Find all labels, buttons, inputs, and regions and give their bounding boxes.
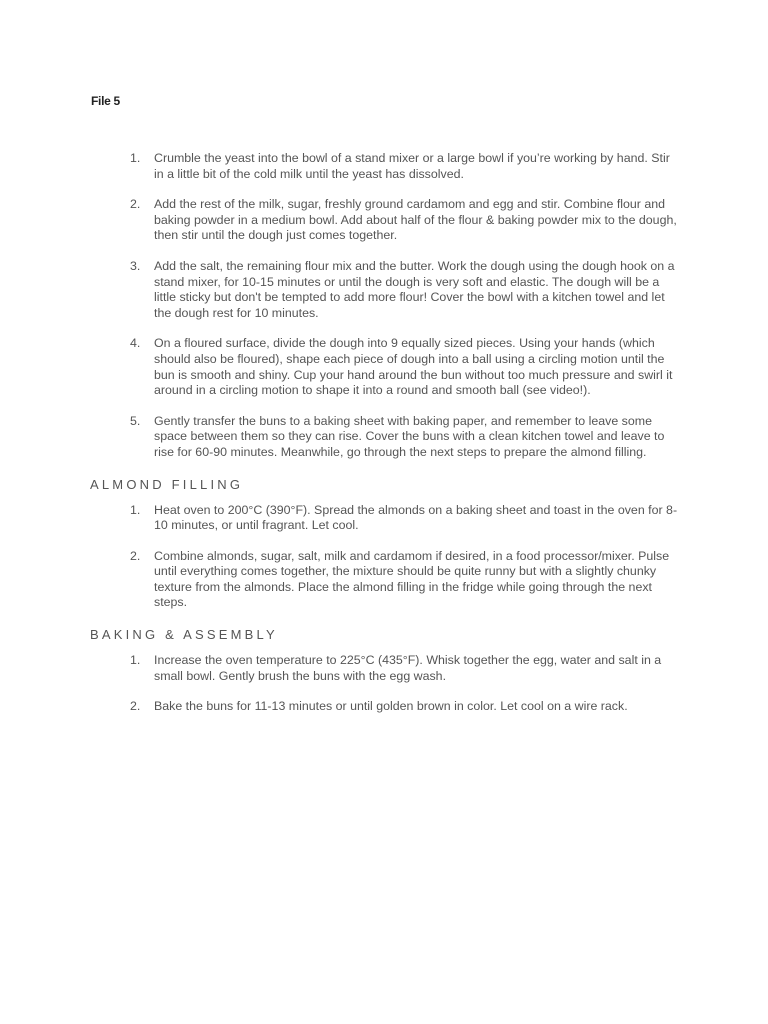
step-number: 2. [130, 548, 141, 563]
recipe-content [0, 151, 768, 730]
list-item [130, 151, 682, 182]
baking-assembly-section [0, 626, 768, 715]
step-number: 4. [130, 336, 141, 351]
dough-section [0, 151, 768, 461]
step-text: Increase the oven temperature to 225°C (435°F). Whisk together the egg, water and salt in a small bowl. Gently brush the buns with the egg wash. [154, 653, 662, 683]
file-label: File 5 [91, 94, 120, 108]
list-item [130, 699, 682, 715]
step-text: Combine almonds, sugar, salt, milk and cardamom if desired, in a food processor/mixer. Pulse until everything comes together, the mixture should be quite runny but with a slightly chunky texture from the almonds. Place the almond filling in the fridge while going through the next steps. [154, 548, 670, 610]
almond-filling-steps-list [0, 503, 768, 612]
list-item [130, 653, 682, 684]
baking-assembly-steps-list [0, 653, 768, 715]
list-item [130, 548, 682, 611]
step-number: 2. [130, 699, 141, 714]
step-text: Add the rest of the milk, sugar, freshly ground cardamom and egg and stir. Combine flour and baking powder in a medium bowl. Add about half of the flour & baking powder mix to the dough, then stir until the dough just comes together. [154, 197, 677, 243]
step-number: 3. [130, 258, 141, 273]
section-heading-almond-filling: ALMOND FILLING [90, 476, 244, 492]
list-item [130, 197, 682, 244]
step-number: 1. [130, 502, 141, 517]
almond-filling-section [0, 476, 768, 612]
dough-steps-list [0, 151, 768, 461]
list-item [130, 502, 682, 534]
step-number: 1. [130, 653, 141, 668]
step-text: On a floured surface, divide the dough into 9 equally sized pieces. Using your hands (which should also be floured), shape each piece of dough into a ball using a circling motion until the bun is smooth and shiny. Cup your hand around the bun without too much pressure and swirl it around in a circling motion to shape it into a round and smooth ball (see video!). [154, 336, 673, 398]
step-number: 1. [130, 151, 141, 165]
step-text: Crumble the yeast into the bowl of a stand mixer or a large bowl if you’re working by hand. Stir in a little bit of the cold milk until the yeast has dissolved. [154, 151, 670, 181]
step-text: Add the salt, the remaining flour mix and the butter. Work the dough using the dough hook on a stand mixer, for 10-15 minutes or until the dough is very soft and elastic. The dough will be a little sticky but don't be tempted to add more flour! Cover the bowl with a kitchen towel and let the dough rest for 10 minutes. [154, 258, 675, 320]
section-heading-baking-assembly: BAKING & ASSEMBLY [90, 627, 278, 643]
list-item [130, 413, 682, 461]
list-item [130, 258, 682, 321]
step-text: Heat oven to 200°C (390°F). Spread the almonds on a baking sheet and toast in the oven for 8-10 minutes, or until fragrant. Let cool. [154, 502, 678, 533]
list-item [130, 336, 682, 398]
step-text: Bake the buns for 11-13 minutes or until golden brown in color. Let cool on a wire rack. [154, 699, 628, 714]
step-number: 2. [130, 197, 141, 212]
step-number: 5. [130, 413, 141, 428]
step-text: Gently transfer the buns to a baking sheet with baking paper, and remember to leave some space between them so they can rise. Cover the buns with a clean kitchen towel and leave to rise for 60-90 minutes. Meanwhile, go through the next steps to prepare the almond filling. [154, 413, 665, 459]
